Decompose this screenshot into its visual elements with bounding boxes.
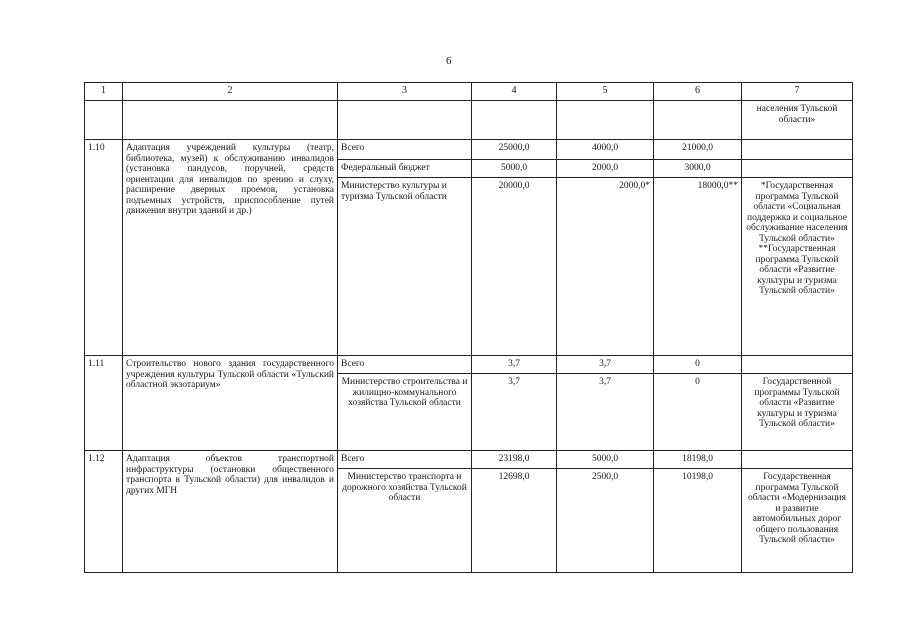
empty-cell [123,101,338,140]
value-cell: 18000,0** [654,178,742,356]
funding-source: Всего [338,356,472,374]
header-cell: 5 [557,83,654,101]
value-cell: 2000,0 [557,160,654,178]
funding-source: Министерство культуры и туризма Тульской области [338,178,472,356]
continuation-row [85,101,853,140]
empty-cell [654,101,742,140]
row-description: Строительство нового здания государственного учреждения культуры Тульской области «Тульский областной экзотариум» [123,356,338,451]
table-row [85,451,853,469]
value-cell: 4000,0 [557,140,654,160]
table-row [85,356,853,374]
header-cell: 1 [85,83,123,101]
note-cell [742,140,853,160]
header-cell: 6 [654,83,742,101]
value-cell: 2000,0* [557,178,654,356]
note-cell [742,356,853,374]
continuation-note: населения Тульской области» [742,101,853,140]
value-cell: 0 [654,356,742,374]
value-cell: 12698,0 [472,469,557,573]
value-cell: 2500,0 [557,469,654,573]
empty-cell [472,101,557,140]
value-cell: 3,7 [472,356,557,374]
funding-source: Министерство строительства и жилищно-коммунального хозяйства Тульской области [338,374,472,451]
note-cell: *Государственная программа Тульской области «Социальная поддержка и социальное обслуживание населения Тульской области» **Государственная программа Тульской области «Развитие культуры и туризма Тульской области» [742,178,853,356]
note-cell [742,451,853,469]
value-cell: 18198,0 [654,451,742,469]
value-cell: 3000,0 [654,160,742,178]
header-cell: 4 [472,83,557,101]
empty-cell [557,101,654,140]
row-description: Адаптация учреждений культуры (театр, библиотека, музей) к обслуживанию инвалидов (установка пандусов, поручней, средств ориентации для инвалидов по зрению и слуху, расширение дверных проемов, установка подъемных устройств, приспособление путей движения внутри зданий и др.) [123,140,338,356]
header-cell: 7 [742,83,853,101]
funding-table [84,82,853,573]
row-description: Адаптация объектов транспортной инфраструктуры (остановки общественного транспорта в Тульской области) для инвалидов и других МГН [123,451,338,573]
value-cell: 0 [654,374,742,451]
header-cell: 2 [123,83,338,101]
value-cell: 3,7 [472,374,557,451]
value-cell: 20000,0 [472,178,557,356]
funding-source: Всего [338,451,472,469]
page-number: 6 [446,55,452,67]
note-cell: Государственная программа Тульской области «Модернизация и развитие автомобильных дорог общего пользования Тульской области» [742,469,853,573]
header-cell: 3 [338,83,472,101]
table-row [85,140,853,160]
header-row [85,83,853,101]
row-number: 1.10 [85,140,123,356]
value-cell: 3,7 [557,356,654,374]
funding-source: Федеральный бюджет [338,160,472,178]
note-cell [742,160,853,178]
funding-source: Всего [338,140,472,160]
value-cell: 5000,0 [472,160,557,178]
value-cell: 3,7 [557,374,654,451]
value-cell: 10198,0 [654,469,742,573]
empty-cell [85,101,123,140]
funding-source: Министерство транспорта и дорожного хозяйства Тульской области [338,469,472,573]
empty-cell [338,101,472,140]
row-number: 1.11 [85,356,123,451]
value-cell: 5000,0 [557,451,654,469]
row-number: 1.12 [85,451,123,573]
value-cell: 21000,0 [654,140,742,160]
value-cell: 25000,0 [472,140,557,160]
value-cell: 23198,0 [472,451,557,469]
note-cell: Государственной программы Тульской области «Развитие культуры и туризма Тульской области» [742,374,853,451]
